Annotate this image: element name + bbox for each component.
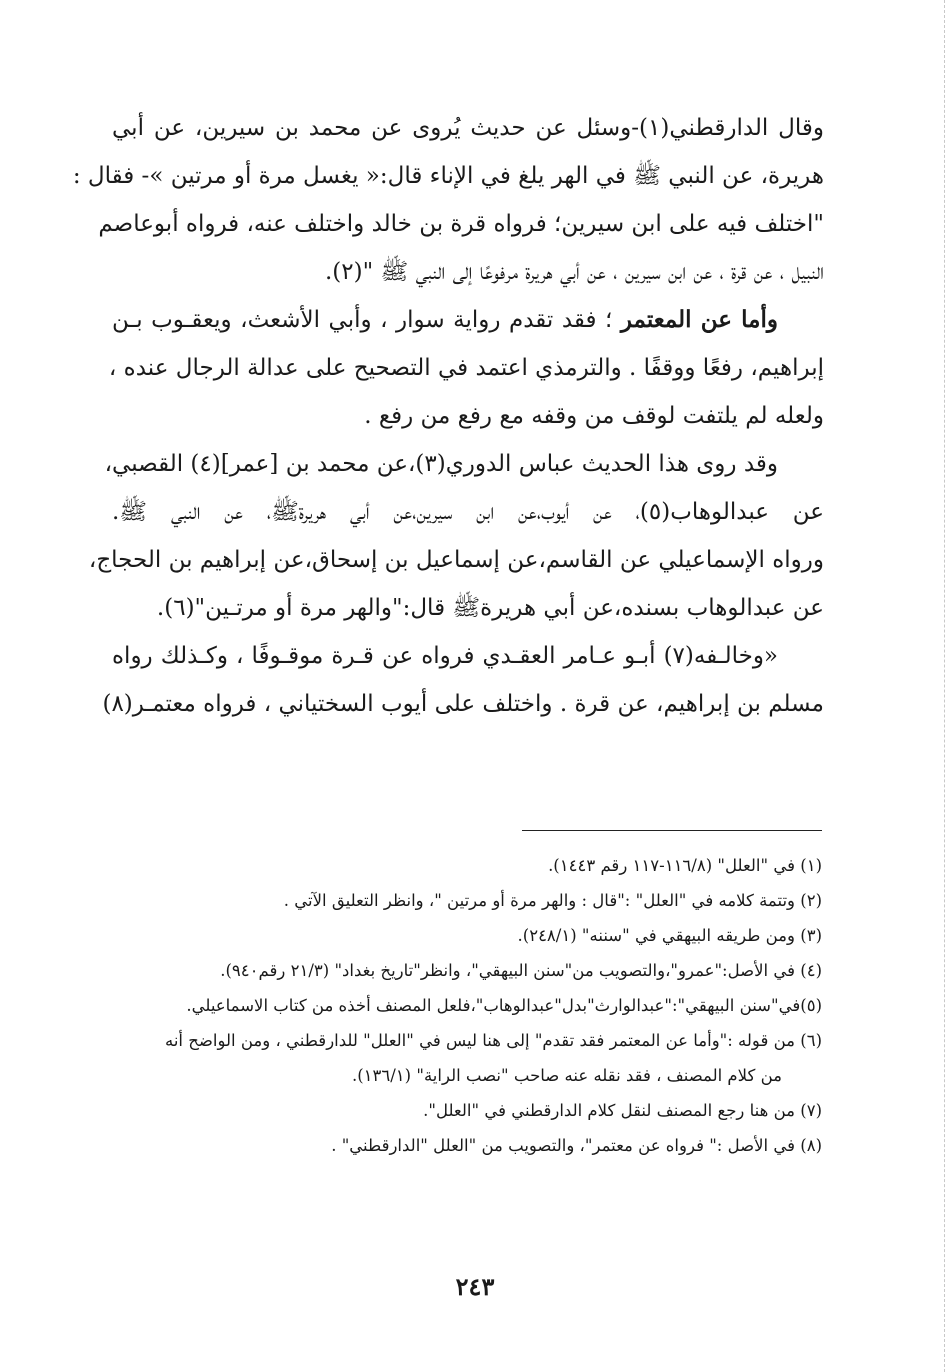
- text-line: وقال الدارقطني(١)-وسئل عن حديث يُروى عن محمد بن سيرين، عن أبي: [112, 115, 824, 141]
- bold-heading-phrase: وأما عن المعتمر: [620, 306, 779, 333]
- text-line: «وخالـفه(٧) أبـو عـامر العقـدي فرواه عن قـرة موقـوفًا ، وكـذلك رواه: [112, 643, 778, 669]
- text-line: عن عبدالوهاب(٥)، عن أيوب،عن ابن سيرين،عن أبي هريرةﷺ، عن النبي ﷺ.: [112, 499, 824, 525]
- page-edge-divider: [944, 0, 945, 1372]
- footnote: (٤) في الأصل:"عمرو"،والتصويب من"سنن البيهقي"، وانظر"تاريخ بغداد" (٢١/٣ رقم٩٤٠).: [220, 961, 822, 980]
- text-line: مسلم بن إبراهيم، عن قرة . واختلف على أيوب السختياني ، فرواه معتمـر(٨): [102, 691, 824, 717]
- footnote: (٦) من قوله :"وأما عن المعتمر فقد تقدم" إلى هنا ليس في "العلل" للدارقطني ، ومن الواضح أنه: [164, 1031, 822, 1050]
- text-line: وقد روى هذا الحديث عباس الدوري(٣)،عن محمد بن [عمر](٤) القصبي،: [104, 451, 778, 477]
- text-line: هريرة، عن النبي ﷺ في الهر يلغ في الإناء قال:« يغسل مرة أو مرتين »- فقال :: [72, 163, 824, 189]
- text-line: ورواه الإسماعيلي عن القاسم،عن إسماعيل بن إسحاق،عن إبراهيم بن الحجاج،: [88, 547, 824, 573]
- text-line: "اختلف فيه على ابن سيرين؛ فرواه قرة بن خالد واختلف عنه، فرواه أبوعاصم: [98, 211, 824, 237]
- footnote: (٧) من هنا رجع المصنف لنقل كلام الدارقطني في "العلل".: [423, 1101, 822, 1120]
- footnotes: [110, 848, 822, 1163]
- footnote: (٥)في"سنن البيهقي":"عبدالوارث"بدل"عبدالوهاب"،فلعل المصنف أخذه من كتاب الاسماعيلي.: [186, 996, 822, 1015]
- text-line: إبراهيم، رفعًا ووقفًا . والترمذي اعتمد في التصحيح على عدالة الرجال عنده ،: [108, 355, 824, 381]
- text-line: النبيل ، عن قرة ، عن ابن سيرين ، عن أبي هريرة مرفوعًا إلى النبي ﷺ "(٢).: [325, 259, 824, 285]
- text-line: ولعله لم يلتفت لوقف من وقفه مع رفع من رفع .: [364, 403, 824, 429]
- footnote: (٣) ومن طريقه البيهقي في "سننه" (٢٤٨/١).: [517, 926, 822, 945]
- footnote: (٨) في الأصل :" فرواه عن معتمر"، والتصويب من "العلل "الدارقطني" .: [331, 1136, 822, 1155]
- footnote-separator: [522, 830, 822, 831]
- text-line-bold-start: [112, 296, 824, 344]
- text-line-rest: ؛ فقد تقدم رواية سوار ، وأبي الأشعث، ويعقـوب بـن: [112, 307, 621, 333]
- page-number: ٢٤٣: [455, 1272, 495, 1301]
- footnote: (١) في "العلل" (١١٦/٨-١١٧ رقم ١٤٤٣).: [548, 856, 822, 875]
- footnote: (٢) وتتمة كلامه في "العلل" :"قال : والهر مرة أو مرتين "، وانظر التعليق الآتي .: [283, 891, 822, 910]
- footnote-continuation: من كلام المصنف ، فقد نقله عنه صاحب "نصب الراية" (١٣٦/١).: [351, 1066, 782, 1085]
- main-text: [72, 104, 824, 728]
- text-line: عن عبدالوهاب بسنده،عن أبي هريرةﷺ قال:"والهر مرة أو مرتـين"(٦).: [156, 595, 824, 621]
